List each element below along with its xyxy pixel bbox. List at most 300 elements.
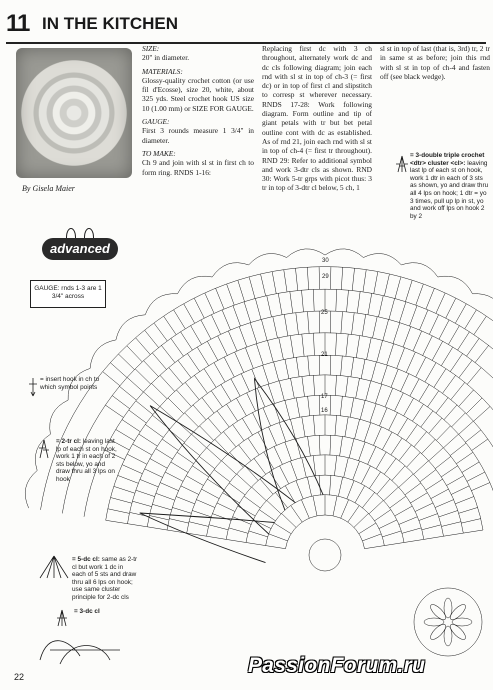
stitch-mark (384, 543, 404, 546)
stitch-mark (319, 435, 320, 455)
legend-3dc-name: = 3-dc cl (74, 608, 100, 615)
stitch-mark (177, 390, 192, 406)
stitch-mark (363, 270, 366, 292)
stitch-mark (261, 319, 267, 340)
stitch-mark (144, 392, 160, 407)
scallop-edge (212, 263, 249, 277)
size-text: 20" in diameter. (142, 53, 190, 63)
stitch-mark (169, 519, 189, 524)
stitch-mark (217, 503, 235, 512)
stitch-mark (266, 546, 286, 549)
scallop-edge (116, 315, 145, 340)
stitch-mark (474, 407, 490, 422)
scallop-edge (145, 294, 177, 315)
stitch-mark (420, 310, 429, 330)
stitch-mark (414, 461, 429, 475)
stitch-mark (272, 272, 276, 294)
site-watermark: PassionForum.ru (248, 654, 426, 677)
round-arc (286, 515, 365, 549)
stitch-mark (201, 320, 211, 339)
stitch-mark (379, 296, 384, 317)
stitch-mark (222, 461, 237, 475)
stitch-mark (284, 314, 288, 336)
stitch-mark (359, 523, 376, 534)
stitch-mark (164, 316, 176, 334)
stitch-mark (152, 353, 166, 370)
stitch-mark (111, 498, 132, 504)
stitch-mark (319, 267, 320, 289)
stitch-mark (319, 395, 320, 415)
stitch-mark (227, 284, 235, 305)
stitch-mark (347, 290, 349, 312)
stitch-mark (419, 514, 438, 521)
stitch-mark (302, 458, 307, 477)
stitch-mark (399, 445, 411, 461)
stitch-mark (381, 365, 387, 384)
stitch-mark (387, 344, 394, 365)
stitch-mark (416, 357, 426, 377)
stitch-mark (176, 497, 195, 504)
stitch-mark (436, 397, 448, 413)
stitch-mark (382, 432, 392, 450)
stitch-mark (168, 398, 184, 414)
stitch-mark (421, 411, 433, 427)
stitch-mark (462, 462, 479, 472)
legend-5dc-text: same as 2-tr cl but work 1 dc in each of 5 sts and draw thru all 6 lps on hook; use same cluster principle for 2-dc cls (72, 556, 138, 601)
stitch-mark (368, 293, 372, 315)
stitch-mark (390, 496, 406, 508)
stitch-mark (341, 500, 349, 518)
stitch-mark (416, 284, 424, 305)
stitch-mark (341, 356, 343, 376)
stitch-mark (189, 522, 208, 527)
stitch-mark (447, 476, 464, 486)
stitch-mark (356, 378, 360, 398)
stitch-mark (401, 373, 409, 391)
scallop-edge (249, 254, 287, 265)
stitch-mark (446, 298, 456, 318)
stitch-mark (127, 377, 143, 392)
stitch-mark (403, 327, 411, 348)
stitch-mark (296, 481, 303, 500)
stitch-mark (330, 267, 331, 289)
stitch-mark (382, 531, 401, 537)
stitch-mark (395, 506, 412, 516)
stitch-mark (371, 362, 376, 381)
stitch-mark (291, 506, 302, 522)
stitch-mark (384, 458, 396, 474)
stitch-mark (395, 393, 404, 411)
stitch-mark (422, 439, 436, 453)
gauge-text: First 3 rounds measure 1 3/4" in diameter. (142, 126, 254, 145)
stitch-mark (355, 486, 365, 503)
stitch-mark (259, 510, 276, 521)
stitch-mark (192, 511, 211, 517)
stitch-mark (263, 408, 271, 426)
stitch-mark (379, 520, 397, 529)
stitch-mark (465, 430, 481, 443)
stitch-mark (385, 388, 393, 407)
stitch-mark (475, 345, 489, 362)
stitch-mark (451, 383, 465, 400)
stitch-mark (302, 334, 304, 356)
stitch-mark (313, 496, 317, 516)
stitch-mark (165, 472, 183, 481)
stitch-mark (302, 290, 304, 312)
insert-hook-icon (29, 378, 37, 396)
stitch-mark (278, 293, 282, 315)
stitch-mark (379, 408, 387, 426)
stitch-mark (466, 398, 482, 414)
stitch-mark (244, 302, 251, 323)
stitch-mark (233, 305, 241, 326)
stitch-mark (273, 317, 278, 338)
stitch-mark (444, 405, 457, 420)
stitch-mark (144, 361, 159, 377)
stitch-mark (267, 296, 272, 317)
stitch-mark (237, 398, 247, 415)
stitch-mark (194, 298, 204, 318)
stitch-mark (391, 369, 398, 388)
stitch-mark (407, 452, 421, 467)
legend-5dc-cluster (72, 556, 138, 602)
stitch-mark (256, 344, 263, 365)
stitch-mark (250, 323, 257, 344)
stitch-mark (426, 289, 434, 309)
stitch-mark (160, 483, 178, 491)
stitch-mark (193, 405, 206, 420)
stitch-mark (171, 338, 184, 356)
stitch-mark (374, 510, 391, 521)
stitch-mark (336, 333, 337, 355)
stitch-mark (472, 483, 490, 491)
stitch-mark (132, 501, 151, 506)
scallop-edge (325, 249, 363, 258)
stitch-mark (177, 452, 194, 463)
scallop-edge (50, 400, 68, 434)
stitch-mark (383, 319, 389, 340)
scallop-edge (25, 471, 37, 509)
round-label-16: 16 (321, 408, 328, 414)
stitch-mark (197, 347, 209, 366)
stitch-mark (313, 416, 315, 436)
stitch-mark (195, 375, 208, 393)
stitch-mark (296, 313, 299, 335)
legend-2tr-name: = 2-tr cl: (56, 438, 82, 445)
stitch-mark (296, 398, 300, 418)
rosette-petal (448, 602, 468, 622)
stitch-mark (330, 355, 331, 375)
stitch-mark (296, 269, 298, 291)
stitch-mark (233, 424, 245, 440)
stitch-mark (207, 341, 218, 360)
legend-2tr-text: leaving last lp of each st on hook, work 1 tr in each of 2 sts below, yo and draw thru all 3 lps on hook (56, 438, 117, 483)
stitch-mark (129, 410, 147, 423)
stitch-mark (350, 398, 354, 418)
legend-3dtr-text: leaving last lp of each st on hook, work 1 dtr in each of 3 sts as shown, yo and draw thru all 4 lps on hook; 1 dtr = yo 3 times, pull up lp in st, yo and work off lps on hook 2 by 2 (410, 159, 489, 220)
stitch-mark (226, 539, 246, 542)
size-heading: SIZE: (142, 44, 160, 53)
stitch-mark (239, 445, 251, 461)
stitch-mark (410, 379, 419, 397)
legend-2tr-cluster (56, 438, 120, 484)
stitch-mark (229, 483, 245, 495)
stitch-mark (302, 377, 305, 397)
stitch-mark (238, 506, 255, 516)
stitch-mark (451, 486, 469, 495)
stitch-mark (308, 356, 310, 376)
rosette-petal (448, 622, 468, 642)
stitch-mark (429, 418, 442, 433)
stitch-mark (160, 375, 175, 391)
stitch-mark (399, 474, 414, 488)
stitch-mark (118, 475, 139, 483)
stitch-mark (313, 375, 314, 395)
stitch-mark (307, 268, 308, 290)
stitch-mark (291, 378, 295, 398)
stitch-mark (345, 417, 348, 437)
legend-insert-hook (40, 376, 102, 391)
stitch-mark (463, 530, 483, 533)
stitch-mark (249, 277, 255, 298)
stitch-mark (222, 310, 231, 330)
stitch-mark (458, 332, 470, 350)
scallop-edge (401, 263, 438, 277)
round-label-30: 30 (322, 258, 329, 264)
stitch-mark (285, 486, 295, 503)
stitch-mark (249, 531, 268, 537)
stitch-mark (241, 373, 249, 391)
stitch-mark (420, 470, 436, 482)
stitch-mark (456, 452, 473, 463)
stitch-mark (171, 462, 188, 472)
stitch-mark (367, 338, 372, 360)
stitch-mark (377, 479, 390, 494)
stitch-mark (348, 506, 359, 522)
stitch-mark (397, 418, 407, 435)
rosette-petal (428, 602, 448, 622)
stitch-mark (461, 519, 481, 524)
stitch-mark (245, 466, 258, 481)
stitch-mark (439, 320, 449, 339)
finishing-text: sl st in top of last (that is, 3rd) tr, 2 tr in same st as before; join this rnd with sl st in top of ch-4 and fasten off (see black wedge). (380, 44, 490, 81)
stitch-mark (114, 486, 135, 493)
stitch-mark (135, 369, 151, 384)
stitch-mark (429, 448, 444, 461)
stitch-mark (152, 504, 171, 510)
legend-insert-text: = insert hook in ch to which symbol points (40, 376, 100, 391)
to-make-text: Ch 9 and join with sl st in first ch to form ring. RNDS 1-16: (142, 158, 254, 177)
stitch-mark (450, 443, 466, 455)
stitch-mark (357, 291, 360, 313)
round-label-29: 29 (322, 274, 329, 280)
stitch-mark (361, 359, 365, 379)
stitch-mark (211, 315, 220, 335)
stitch-mark (186, 476, 203, 486)
stitch-mark (404, 398, 414, 415)
skill-level-label: advanced (42, 238, 118, 260)
chapter-title: IN THE KITCHEN (42, 14, 178, 33)
stitch-mark (218, 336, 228, 356)
stitch-mark (422, 525, 441, 530)
stitch-mark (360, 400, 365, 419)
stitch-mark (330, 435, 331, 455)
stitch-mark (269, 534, 288, 541)
rounds-text: Replacing first dc with 3 ch throughout, alternately work dc and dc cls following diagram; join each rnd with sl st in top of ch-3 (= first dc) or in top of first cl and slipstitch to corresp st wherever necessary. RNDS 17-28: Work following diagram. Form outline and tip of giant petals with tr but bet petal outline cont with dc as established. As of rnd 21, join each rnd with sl st in top of ch-4 (= first tr throughout). RND 29: Refer to additional symbol and work 3-dtr cls as shown. RND 30: Work 5-tr grps with picot thus: 3 tr in top of 3-dtr cl below, 5 ch, 1 (262, 44, 372, 193)
stitch-mark (374, 272, 378, 294)
stitch-mark (432, 341, 443, 360)
stitch-mark (238, 281, 245, 302)
stitch-mark (455, 497, 474, 504)
stitch-mark (397, 348, 405, 369)
stitch-mark (269, 472, 280, 489)
stitch-mark (355, 419, 360, 438)
stitch-mark (319, 355, 320, 375)
stitch-mark (435, 456, 451, 468)
stitch-mark (308, 396, 310, 416)
stitch-mark (285, 359, 289, 379)
stitch-mark (202, 397, 214, 413)
stitch-mark (196, 500, 214, 508)
stitch-mark (441, 347, 453, 366)
stitch-mark (279, 381, 284, 400)
stitch-mark (224, 357, 234, 377)
stitch-mark (374, 427, 382, 445)
stitch-mark (178, 360, 191, 378)
stitch-mark (333, 496, 337, 516)
stitch-mark (459, 507, 478, 513)
stitch-mark (467, 338, 480, 356)
stitch-mark (399, 517, 418, 525)
stitch-mark (341, 268, 342, 290)
stitch-mark (410, 305, 418, 326)
stitch-mark (156, 493, 175, 500)
stitch-mark (335, 416, 337, 436)
stitch-mark (274, 446, 283, 464)
stitch-mark (290, 336, 293, 358)
stitch-mark (423, 336, 433, 356)
stitch-mark (229, 528, 248, 533)
stitch-mark (301, 500, 309, 518)
stitch-mark (376, 452, 386, 469)
stitch-mark (437, 426, 451, 440)
photo-credit: By Gisela Maier (22, 184, 75, 193)
round-arc (62, 289, 493, 513)
stitch-mark (285, 442, 292, 461)
stitch-mark (341, 312, 343, 334)
stitch-mark (185, 383, 199, 400)
stitch-mark (103, 372, 120, 386)
stitch-mark (354, 514, 369, 528)
stitch-mark (161, 345, 175, 362)
stitch-mark (282, 514, 297, 528)
stitch-mark (302, 417, 305, 437)
stitch-mark (245, 348, 253, 369)
stitch-mark (228, 331, 237, 351)
stitch-mark (261, 274, 266, 295)
stitch-mark (204, 369, 216, 388)
stitch-mark (160, 407, 176, 422)
stitch-mark (429, 315, 438, 335)
stitch-mark (424, 536, 444, 539)
stitch-mark (290, 461, 297, 480)
stitch-mark (415, 503, 433, 512)
stitch-mark (443, 375, 456, 393)
stitch-mark (154, 323, 167, 341)
stitch-mark (122, 465, 142, 474)
stitch-mark (389, 412, 398, 430)
stitch-mark (296, 357, 299, 377)
stitch-mark (181, 486, 199, 495)
stitch-mark (214, 363, 225, 382)
stitch-mark (351, 357, 354, 377)
stitch-mark (200, 426, 214, 440)
stitch-mark (336, 289, 337, 311)
stitch-mark (106, 520, 128, 523)
stitch-mark (205, 293, 214, 313)
stitch-mark (384, 274, 389, 295)
stitch-mark (285, 400, 290, 419)
stitch-mark (290, 291, 293, 313)
scallop-edge (287, 249, 325, 258)
stitch-mark (147, 527, 167, 530)
stitch-mark (280, 466, 289, 484)
stitch-mark (413, 331, 422, 351)
stitch-mark (119, 386, 136, 400)
stitch-mark (352, 269, 354, 291)
gauge-box: GAUGE: rnds 1-3 are 1 3/4" across (30, 280, 106, 308)
stitch-mark (405, 483, 421, 495)
stitch-mark (192, 434, 207, 448)
stitch-mark (330, 395, 331, 415)
stitch-mark (362, 492, 375, 508)
stitch-mark (431, 489, 449, 499)
stitch-mark (340, 396, 342, 416)
three-dc-cluster-icon (57, 610, 67, 626)
stitch-mark (108, 509, 129, 514)
stitch-mark (185, 413, 199, 427)
stitch-mark (269, 427, 277, 445)
stitch-mark (425, 363, 436, 382)
stitch-mark (474, 316, 486, 334)
stitch-mark (127, 454, 147, 464)
stitch-mark (252, 487, 267, 501)
stitch-mark (235, 352, 244, 372)
stitch-mark (349, 439, 354, 459)
stitch-mark (313, 289, 314, 311)
five-dc-cluster-icon (40, 556, 68, 578)
stitch-mark (211, 391, 222, 407)
stitch-mark (239, 327, 247, 348)
stitch-mark (181, 332, 193, 350)
stitch-mark (119, 354, 135, 369)
three-dtr-cluster-icon (396, 156, 408, 172)
stitch-mark (172, 507, 191, 513)
stitch-mark (128, 524, 148, 527)
stitch-mark (279, 423, 286, 442)
stitch-mark (255, 298, 261, 319)
stitch-mark (145, 469, 163, 478)
materials-heading: MATERIALS: (142, 66, 183, 76)
stitch-mark (419, 384, 429, 401)
stitch-mark (352, 313, 355, 335)
stitch-mark (207, 448, 222, 461)
legend-3dtr-name: = 3-double triple crochet <dtr> cluster <cl>: (410, 152, 485, 167)
stitch-mark (465, 310, 477, 329)
stitch-mark (308, 312, 310, 334)
stitch-mark (414, 432, 427, 447)
scallop-edge (178, 276, 213, 294)
